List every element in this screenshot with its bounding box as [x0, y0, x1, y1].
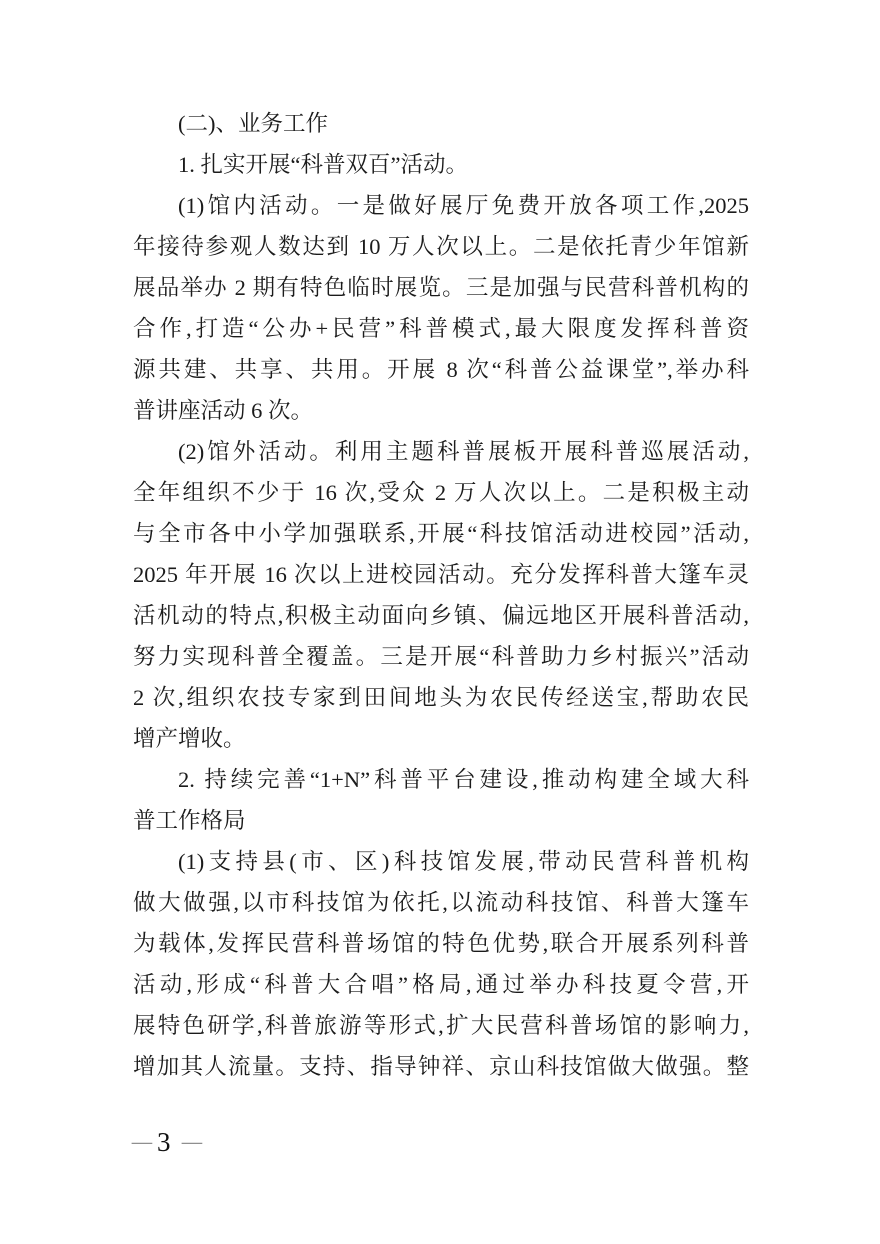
text-line: 活动,形成“科普大合唱”格局,通过举办科技夏令营,开	[133, 972, 749, 997]
text-line: 普讲座活动 6 次。	[133, 398, 314, 423]
text-line: 做大做强,以市科技馆为依托,以流动科技馆、科普大篷车	[133, 890, 749, 915]
text-line: 全年组织不少于 16 次,受众 2 万人次以上。二是积极主动	[133, 480, 749, 505]
page-number: 3	[157, 1126, 171, 1157]
text-line: 展品举办 2 期有特色临时展览。三是加强与民营科普机构的	[133, 275, 749, 300]
page-footer	[130, 1124, 204, 1160]
item-heading-cont: 普工作格局	[133, 808, 246, 833]
text-line: (1)支持县(市、区)科技馆发展,带动民营科普机构	[178, 849, 749, 874]
text-line: 努力实现科普全覆盖。三是开展“科普助力乡村振兴”活动	[133, 644, 749, 669]
text-line: 合作,打造“公办+民营”科普模式,最大限度发挥科普资	[133, 316, 749, 341]
text-line: (2)馆外活动。利用主题科普展板开展科普巡展活动,	[178, 439, 749, 464]
text-line: 与全市各中小学加强联系,开展“科技馆活动进校园”活动,	[133, 521, 749, 546]
item-heading: 1. 扎实开展“科普双百”活动。	[178, 152, 468, 177]
text-line: 源共建、共享、共用。开展 8 次“科普公益课堂”,举办科	[133, 357, 749, 382]
text-line: 年接待参观人数达到 10 万人次以上。二是依托青少年馆新	[133, 234, 749, 259]
section-heading: (二)、业务工作	[178, 111, 328, 136]
text-line: (1)馆内活动。一是做好展厅免费开放各项工作,2025	[178, 193, 749, 218]
page-body	[133, 103, 749, 1087]
text-line: 增产增收。	[133, 726, 246, 751]
footer-dash-left: —	[131, 1128, 153, 1155]
text-line: 展特色研学,科普旅游等形式,扩大民营科普场馆的影响力,	[133, 1013, 749, 1038]
text-line: 活机动的特点,积极主动面向乡镇、偏远地区开展科普活动,	[133, 603, 749, 628]
footer-dash-right: —	[181, 1128, 202, 1155]
text-line: 2025 年开展 16 次以上进校园活动。充分发挥科普大篷车灵	[133, 562, 749, 587]
text-line: 为载体,发挥民营科普场馆的特色优势,联合开展系列科普	[133, 931, 749, 956]
text-line: 2 次,组织农技专家到田间地头为农民传经送宝,帮助农民	[133, 685, 749, 710]
item-heading: 2. 持续完善“1+N”科普平台建设,推动构建全域大科	[178, 767, 749, 792]
text-line: 增加其人流量。支持、指导钟祥、京山科技馆做大做强。整	[133, 1054, 749, 1079]
